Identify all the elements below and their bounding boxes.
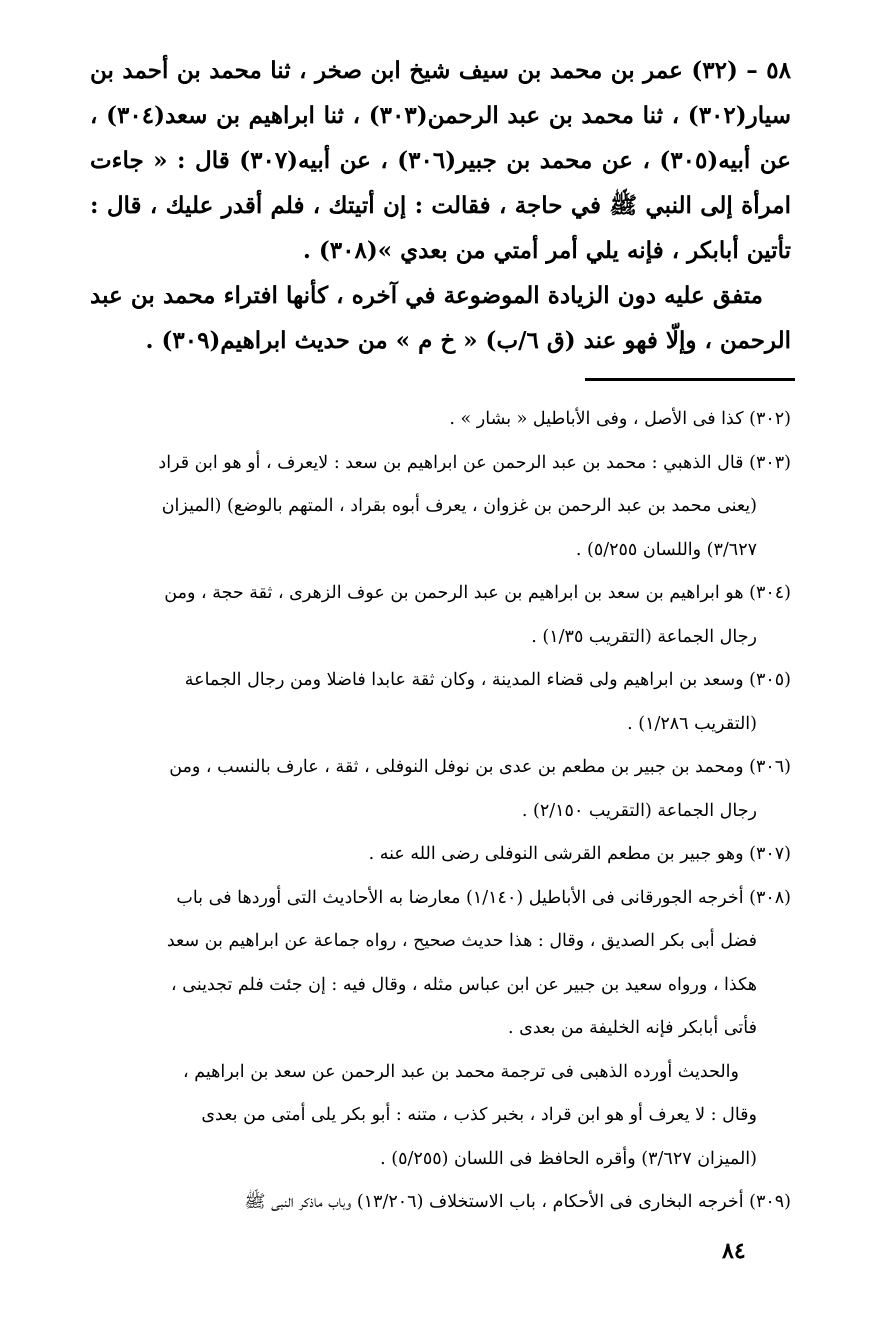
main-text <box>90 48 791 363</box>
footnote-line: وقال : لا يعرف أو هو ابن قراد ، بخبر كذب ، متنه : أبو بكر يلى أمتى من بعدى <box>201 1105 757 1125</box>
footnote-309 <box>90 1181 791 1225</box>
footnote-ref: (٣٠٦) <box>749 757 791 777</box>
footnote-line: أخرجه البخارى فى الأحكام ، باب الاستخلاف (١٣/٢٠٦) وباب ماذكر النبى ﷺ <box>244 1192 744 1212</box>
footnote-line: ٣/٦٢٧) واللسان ٥/٢٥٥) . <box>575 539 757 560</box>
footnote-line: ومحمد بن جبير بن مطعم بن عدى بن نوفل النوفلى ، ثقة ، عارف بالنسب ، ومن <box>169 757 744 777</box>
commentary-paragraph: متفق عليه دون الزيادة الموضوعة في آخره ، كأنها افتراء محمد بن عبد الرحمن ، وإلّا فهو عند (ق ٦/ب) « خ م » من حديث ابراهيم(٣٠٩) . <box>90 282 791 354</box>
footnote-line: فأتى أبابكر فإنه الخليفة من بعدى . <box>508 1018 757 1038</box>
footnote-line: وهو جبير بن مطعم القرشى النوفلى رضى الله عنه . <box>368 844 744 864</box>
footnote-ref: (٣٠٧) <box>749 844 791 864</box>
footnote-305 <box>90 659 791 746</box>
footnote-line: (يعنى محمد بن عبد الرحمن بن غزوان ، يعرف أبوه بقراد ، المتهم بالوضع) (الميزان <box>161 496 757 516</box>
footnote-line: قال الذهبي : محمد بن عبد الرحمن عن ابراهيم بن سعد : لايعرف ، أو هو ابن قراد <box>158 452 744 473</box>
footnote-line: وسعد بن ابراهيم ولى قضاء المدينة ، وكان ثقة عابدا فاضلا ومن رجال الجماعة <box>184 670 744 690</box>
footnote-ref: (٣٠٥) <box>749 670 791 690</box>
footnote-ref: (٣٠٢) <box>749 409 791 429</box>
footnote-302 <box>90 398 791 442</box>
footnote-line: والحديث أورده الذهبى فى ترجمة محمد بن عبد الرحمن عن سعد بن ابراهيم ، <box>183 1061 739 1082</box>
footnote-303 <box>90 442 791 573</box>
footnote-line: (التقريب ١/٢٨٦) . <box>627 713 757 734</box>
footnote-line: هكذا ، ورواه سعيد بن جبير عن ابن عباس مثله ، وقال فيه : إن جئت فلم تجدينى ، <box>171 974 757 995</box>
footnote-line: أخرجه الجورقانى فى الأباطيل (١/١٤٠) معارضا به الأحاديث التى أوردها فى باب <box>176 887 744 908</box>
footnote-line: فضل أبى بكر الصديق ، وقال : هذا حديث صحيح ، رواه جماعة عن ابراهيم بن سعد <box>166 931 757 951</box>
footnotes <box>90 398 791 1225</box>
footnote-line: رجال الجماعة (التقريب ١/٣٥) . <box>531 626 757 647</box>
footnote-ref: (٣٠٨) <box>749 887 791 908</box>
hadith-paragraph: ٥٨ – (٣٢) عمر بن محمد بن سيف شيخ ابن صخر ، ثنا محمد بن أحمد بن سيار(٣٠٢) ، ثنا محمد بن عبد الرحمن(٣٠٣) ، ثنا ابراهيم بن سعد(٣٠٤) ، عن أبيه(٣٠٥) ، عن محمد بن جبير(٣٠٦) ، عن أبيه(٣٠٧) قال : « جاءت امرأة إلى النبي ﷺ في حاجة ، فقالت : إن أتيتك ، فلم أقدر عليك ، قال : تأتين أبابكر ، فإنه يلي أمر أمتي من بعدي »(٣٠٨) . <box>90 57 792 264</box>
footnote-307 <box>90 833 791 877</box>
footnote-308 <box>90 877 791 1182</box>
footnote-ref: (٣٠٩) <box>749 1192 791 1212</box>
footnote-ref: (٣٠٤) <box>749 583 791 603</box>
footnote-304 <box>90 572 791 659</box>
footnote-line: كذا فى الأصل ، وفى الأباطيل « بشار » . <box>449 409 744 429</box>
footnote-ref: (٣٠٣) <box>749 452 791 473</box>
page-number: ٨٤ <box>722 1238 746 1264</box>
footnote-line: هو ابراهيم بن سعد بن ابراهيم بن عبد الرحمن بن عوف الزهرى ، ثقة حجة ، ومن <box>164 583 744 603</box>
footnote-separator <box>585 378 795 381</box>
footnote-line: رجال الجماعة (التقريب ٢/١٥٠) . <box>521 800 757 821</box>
footnote-306 <box>90 746 791 833</box>
footnote-line: (الميزان ٣/٦٢٧) وأقره الحافظ فى اللسان (٥/٢٥٥) . <box>380 1148 757 1169</box>
